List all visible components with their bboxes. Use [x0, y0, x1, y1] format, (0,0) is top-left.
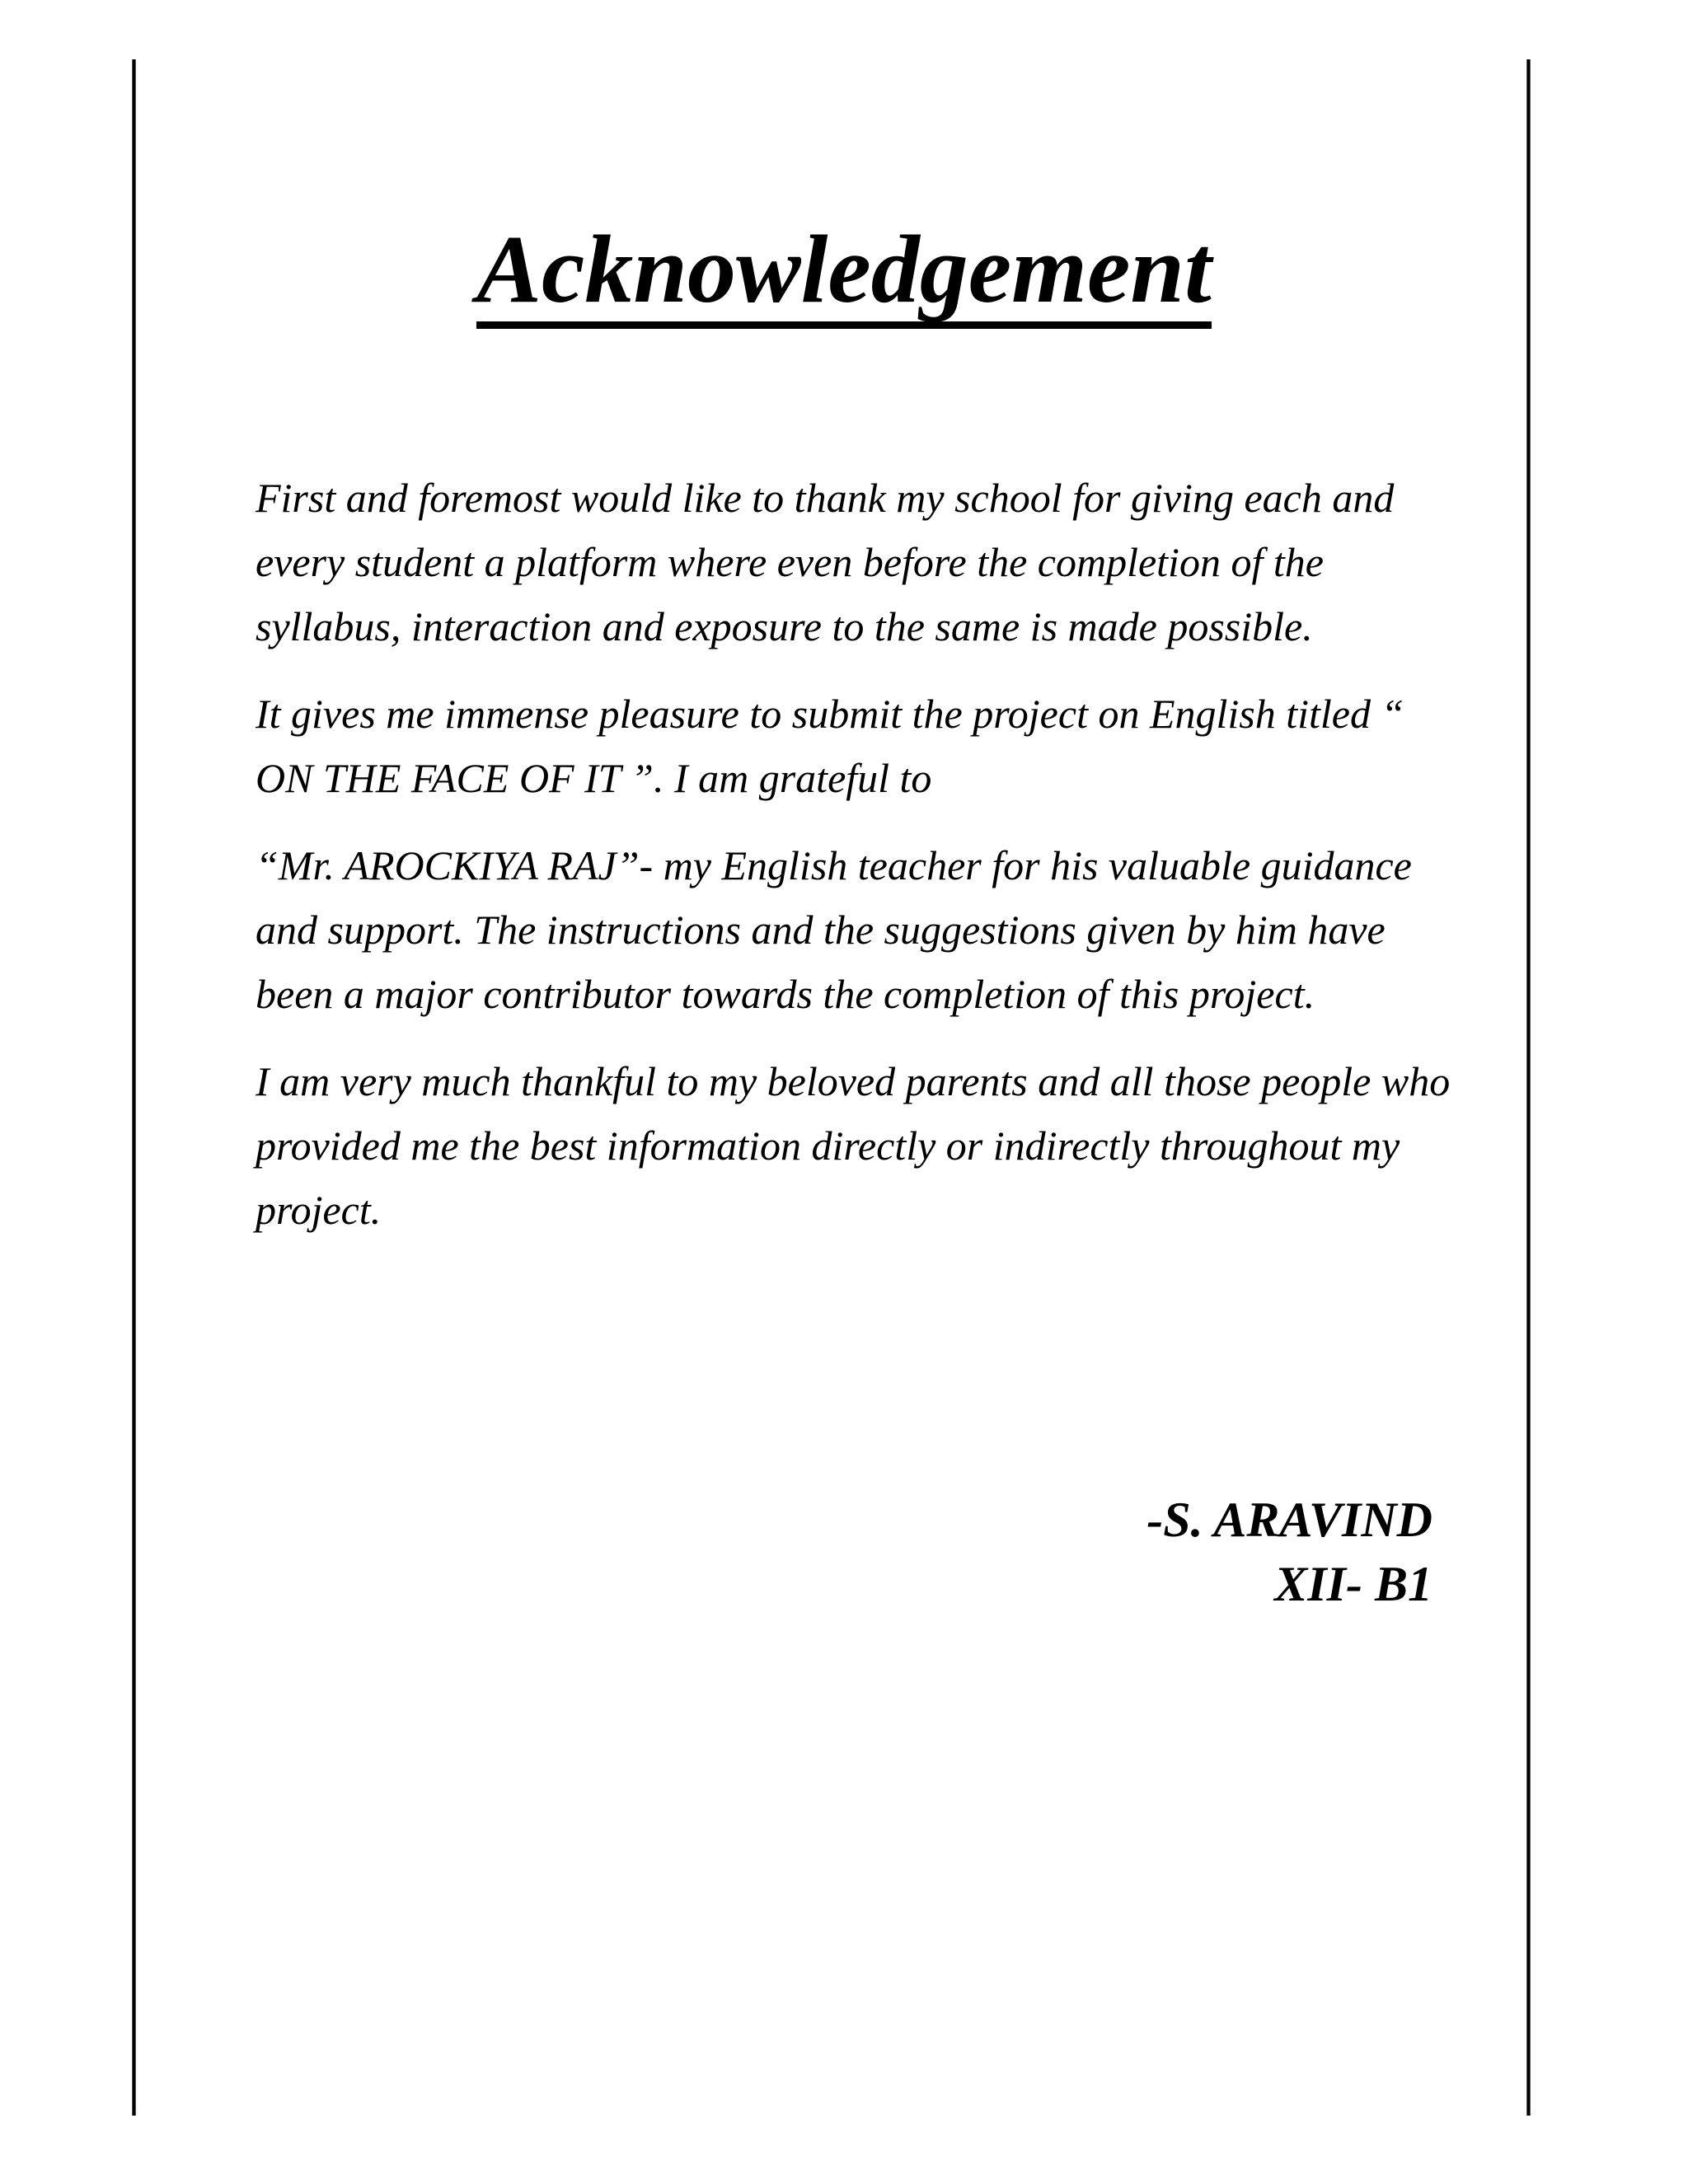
right-border-line	[1526, 59, 1531, 2116]
paragraph-2: It gives me immense pleasure to submit the project on English titled “ ON THE FACE OF IT ”. I am grateful to	[256, 691, 1404, 801]
signature-class: XII- B1	[1274, 1557, 1432, 1611]
signature-name: -S. ARAVIND	[1146, 1493, 1432, 1547]
left-border-line	[132, 59, 136, 2116]
paragraph-4: I am very much thankful to my beloved parents and all those people who provided me the best information directly or indirectly throughout my project.	[256, 1058, 1451, 1233]
page-title	[0, 216, 1688, 329]
page-title-text: Acknowledgement	[476, 221, 1212, 329]
signature-block	[1146, 1488, 1432, 1616]
paragraph-1: First and foremost would like to thank my school for giving each and every student a platform where even before the completion of the syllabus, interaction and exposure to the same is made possible.	[256, 475, 1395, 649]
acknowledgement-body	[256, 466, 1459, 1265]
paragraph-3: “Mr. AROCKIYA RAJ”- my English teacher for his valuable guidance and support. The instructions and the suggestions given by him have been a major contributor towards the completion of this project.	[256, 842, 1412, 1017]
